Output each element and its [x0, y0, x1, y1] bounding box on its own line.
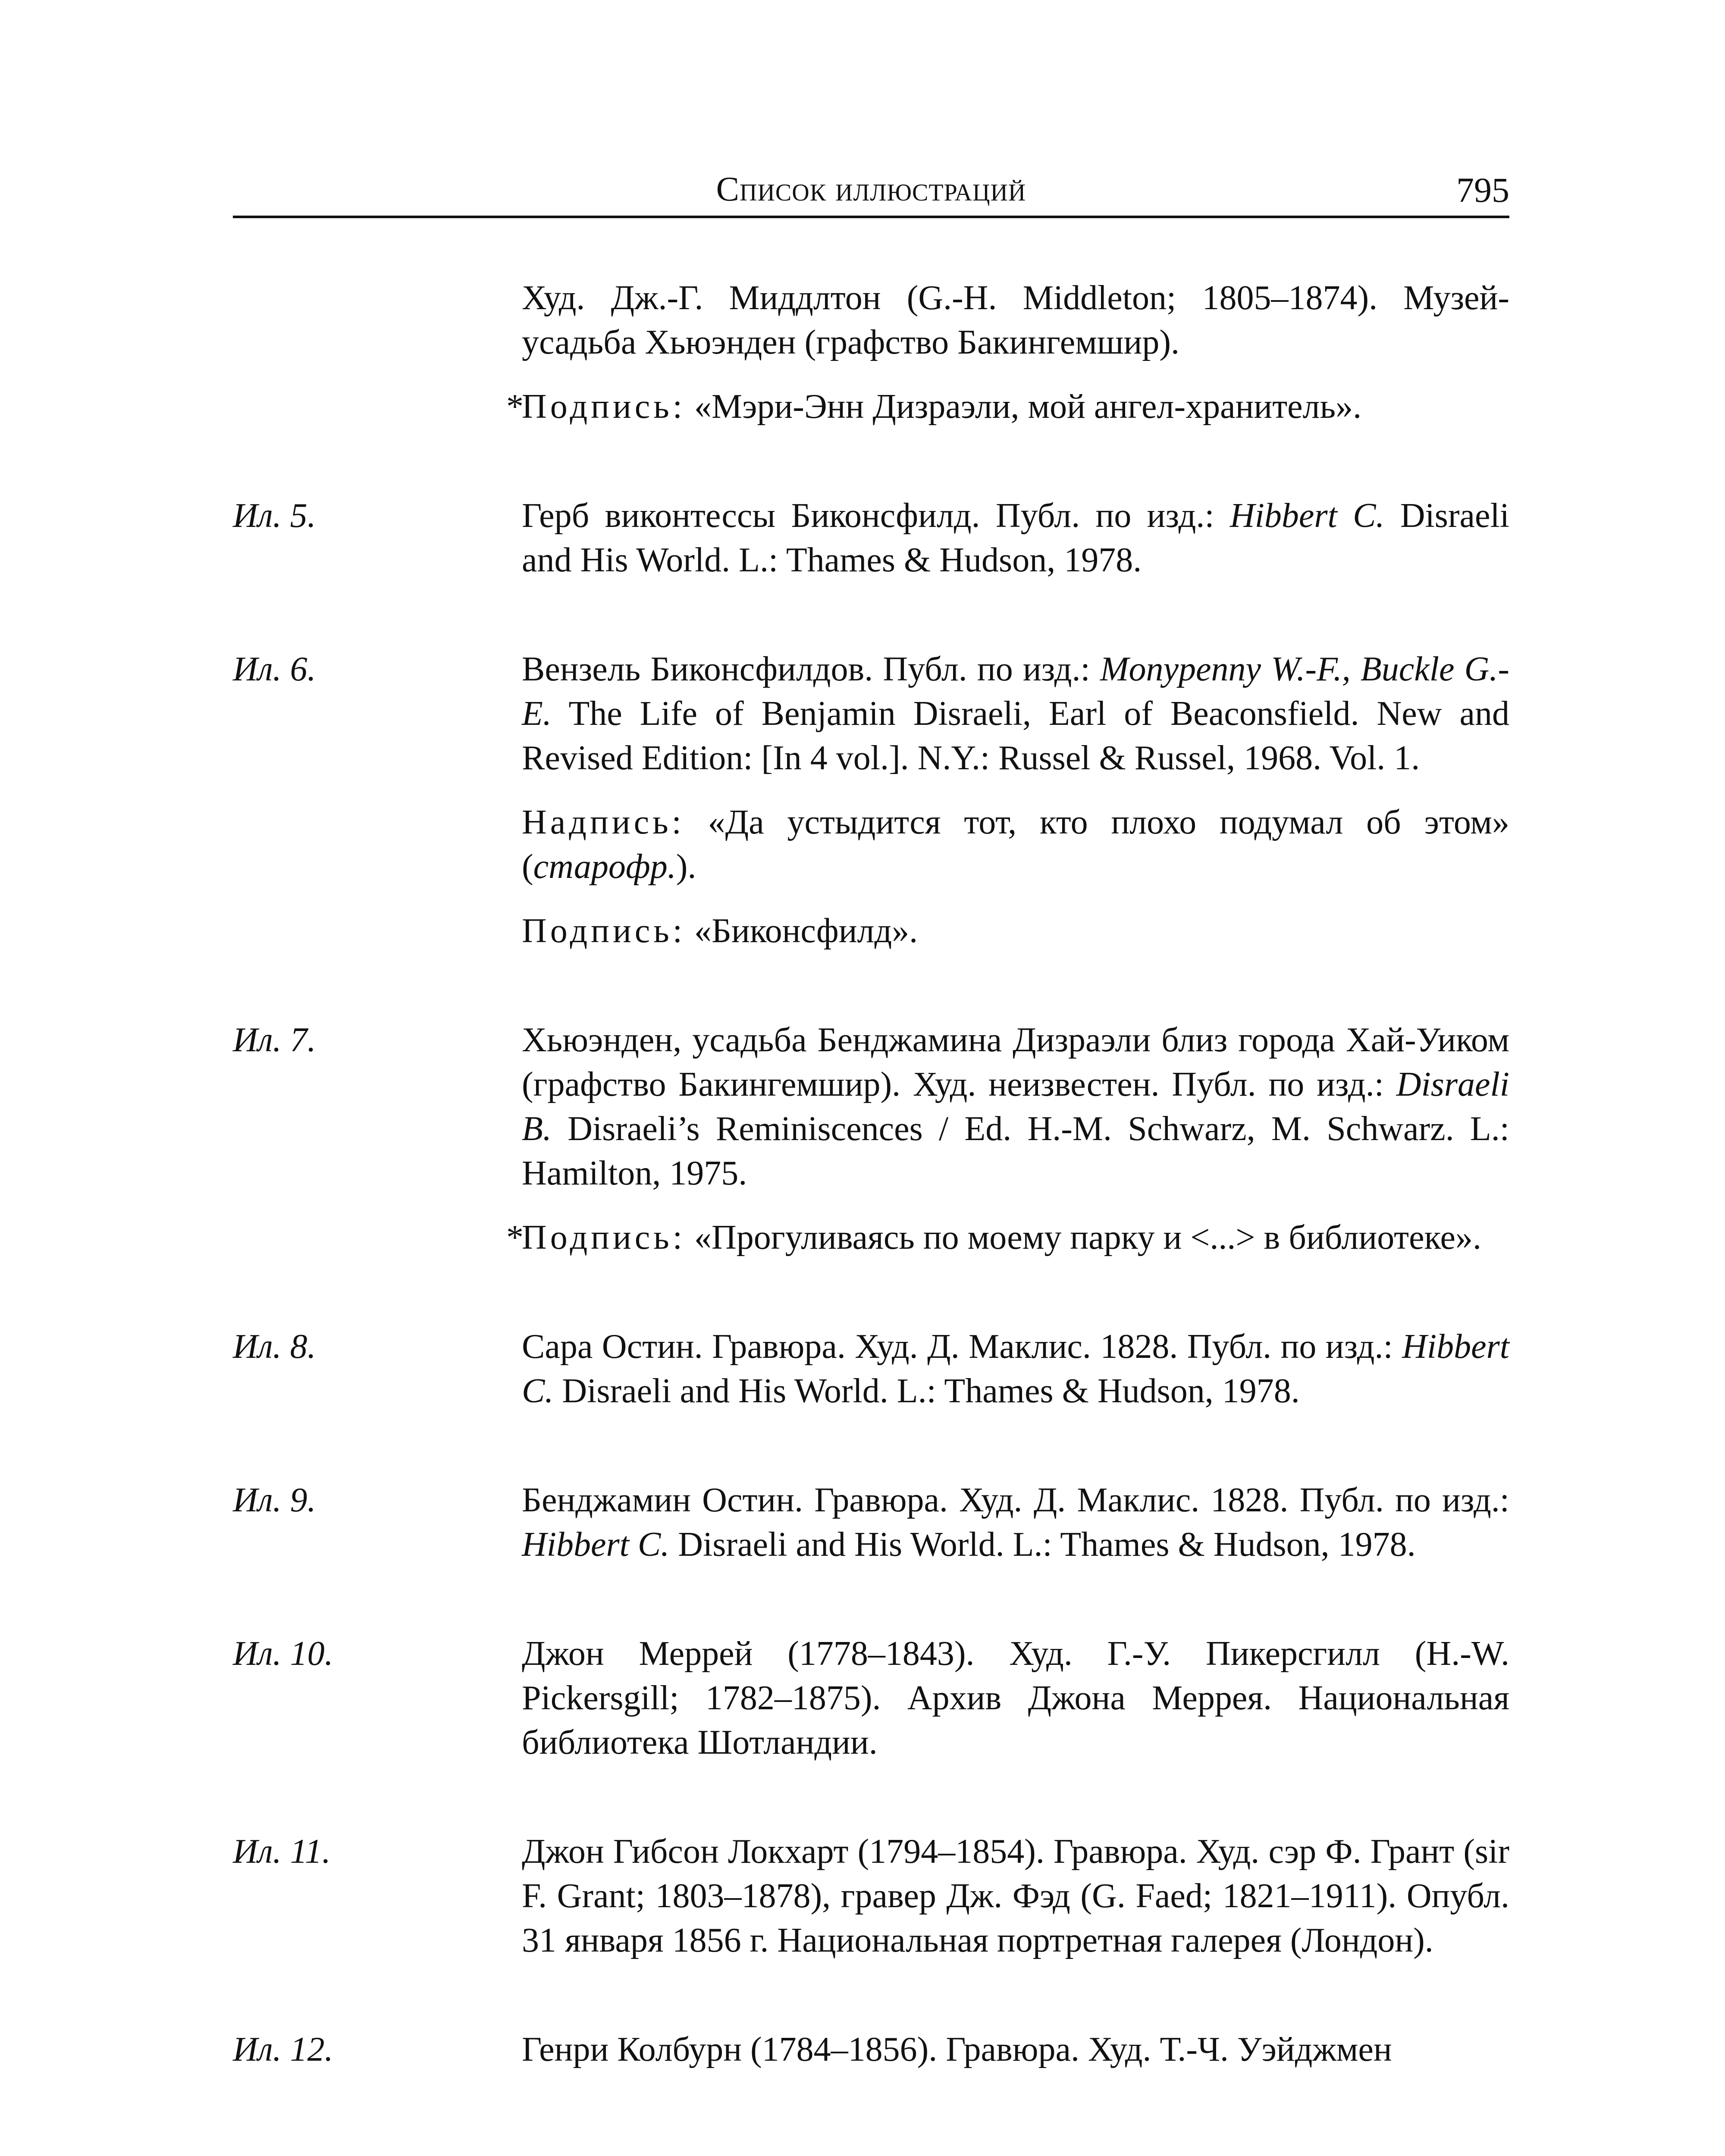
entry-label: Ил. 5. [233, 497, 316, 535]
inscription-note-end: ). [676, 848, 696, 886]
running-header [233, 164, 1509, 218]
caption-note-text: «Биконсфилд». [686, 912, 918, 950]
entry-text: Генри Колбурн (1784–1856). Гравюра. Худ. Т.-Ч. Уэйджмен [522, 2031, 1392, 2068]
list-item [233, 1325, 1509, 1413]
list-item [233, 1632, 1509, 1765]
inscription-note-text: «Да устыдится тот, кто плохо подумал об этом» ( [522, 803, 1509, 886]
continued-entry-text [233, 276, 1509, 365]
list-item [233, 2028, 1509, 2072]
entry-text-part: The Life of Benjamin Disraeli, Earl of Beaconsfield. New and Revised Edition: [In 4 vol.]. N.Y.: Russel & Russel, 1968. Vol. 1. [522, 695, 1509, 777]
entry-label: Ил. 11. [233, 1833, 331, 1871]
list-item [233, 1478, 1509, 1567]
entry-text-part: Disraeli and His World. L.: Thames & Hudson, 1978. [669, 1526, 1416, 1564]
entry-author: Hibbert C. [1229, 497, 1385, 535]
entry-text-part: Сара Остин. Гравюра. Худ. Д. Маклис. 1828. Публ. по изд.: [522, 1328, 1402, 1366]
entry-text-part: Хьюэнден, усадьба Бенджамина Дизраэли близ города Хай-Уиком (графство Бакингемшир). Худ. неизвестен. Публ. по изд.: [522, 1021, 1509, 1103]
entry-text-part: Вензель Биконсфилдов. Публ. по изд.: [522, 650, 1100, 688]
entry-author: Disraeli B. [522, 1065, 1509, 1148]
entry-text [522, 1478, 1509, 1567]
entry-text [522, 1325, 1509, 1413]
list-item [233, 647, 1509, 780]
inscription-note-language: старофр. [533, 848, 676, 886]
entry-text-part: Disraeli and His World. L.: Thames & Hudson, 1978. [553, 1372, 1300, 1410]
entry-label: Ил. 7. [233, 1021, 316, 1059]
page-number: 795 [1456, 170, 1509, 210]
caption-note-label: Подпись: [522, 1219, 686, 1257]
entry-label: Ил. 9. [233, 1481, 316, 1519]
entry-label: Ил. 10. [233, 1635, 333, 1673]
entry-label: Ил. 12. [233, 2031, 333, 2068]
caption-note: *Подпись: «Мэри-Энн Дизраэли, мой ангел-хранитель». [506, 388, 1362, 426]
entry-text: Джон Меррей (1778–1843). Худ. Г.-У. Пикерсгилл (H.-W. Pickersgill; 1782–1875). Архив Джона Меррея. Национальная библиотека Шотландии. [522, 1635, 1509, 1761]
caption-note-label: Подпись: [522, 388, 686, 426]
entry-label: Ил. 8. [233, 1328, 316, 1366]
inscription-note-label: Надпись: [522, 803, 685, 841]
list-item [233, 494, 1509, 583]
entry-text [522, 494, 1509, 583]
caption-note-text: «Прогуливаясь по моему парку и <...> в библиотеке». [686, 1219, 1482, 1257]
continued-text: Худ. Дж.-Г. Миддлтон (G.-H. Middleton; 1805–1874). Музей-усадьба Хьюэнден (графство Бакингемшир). [522, 279, 1509, 361]
illustration-list [233, 276, 1509, 2072]
entry-author: Monypenny W.-F., Buckle G.-E. [522, 650, 1510, 733]
inscription-note [233, 800, 1509, 889]
entry-text [522, 1018, 1509, 1196]
entry-text-part: Герб виконтессы Биконсфилд. Публ. по изд.: [522, 497, 1230, 535]
entry-text-part: Бенджамин Остин. Гравюра. Худ. Д. Маклис. 1828. Публ. по изд.: [522, 1481, 1509, 1519]
entry-label: Ил. 6. [233, 650, 316, 688]
entry-text-part: Disraeli’s Reminiscences / Ed. H.-M. Schwarz, M. Schwarz. L.: Hamilton, 1975. [522, 1110, 1509, 1192]
entry-text-part: Disraeli and His World. L.: Thames & Hudson, 1978. [522, 497, 1509, 579]
caption-note-label: Подпись: [522, 912, 686, 950]
caption-note [233, 909, 1509, 953]
list-item [233, 1830, 1509, 1963]
caption-note-text: «Мэри-Энн Дизраэли, мой ангел-хранитель». [686, 388, 1362, 426]
caption-note: *Подпись: «Прогуливаясь по моему парку и <...> в библиотеке». [506, 1219, 1482, 1257]
entry-text [522, 647, 1509, 780]
list-item [233, 1018, 1509, 1196]
entry-author: Hibbert C. [522, 1328, 1509, 1410]
running-title: Список иллюстраций [716, 170, 1026, 208]
entry-text: Джон Гибсон Локхарт (1794–1854). Гравюра. Худ. сэр Ф. Грант (sir F. Grant; 1803–1878), гравер Дж. Фэд (G. Faed; 1821–1911). Опубл. 31 января 1856 г. Национальная портретная галерея (Лондон). [522, 1833, 1509, 1959]
entry-author: Hibbert C. [522, 1526, 670, 1564]
